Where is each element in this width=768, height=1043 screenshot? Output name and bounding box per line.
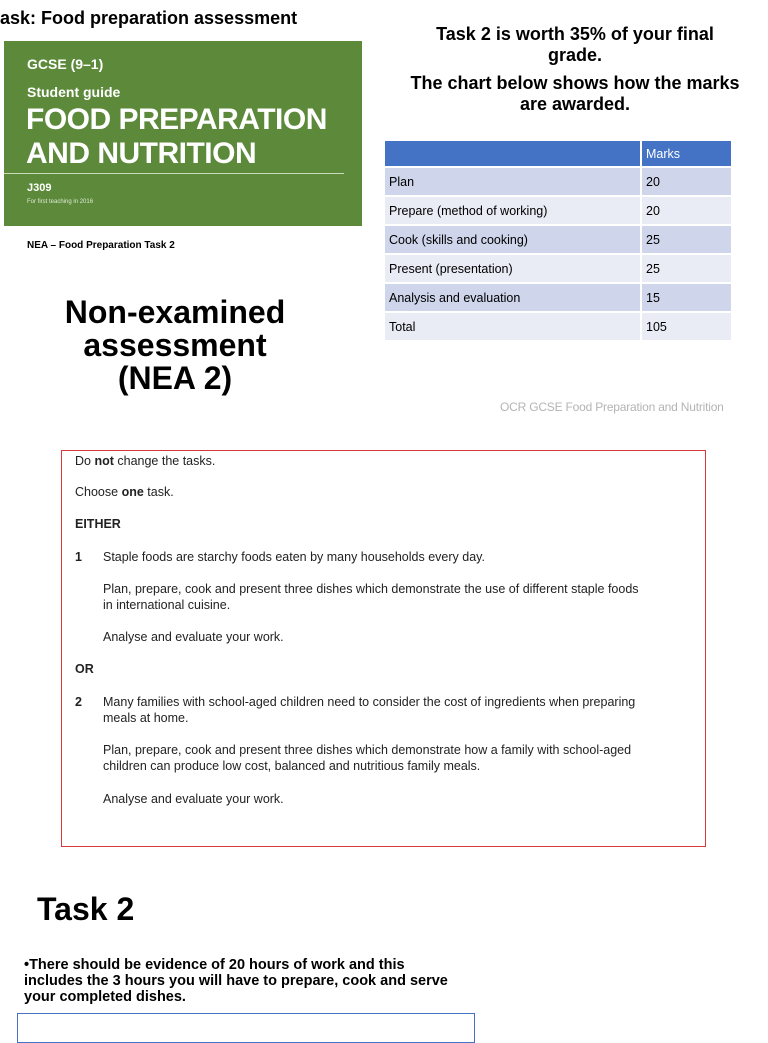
bottom-text-box bbox=[17, 1013, 475, 1043]
cover-title bbox=[26, 103, 327, 171]
table-row bbox=[385, 312, 732, 341]
table-cell-label: Present (presentation) bbox=[385, 254, 641, 283]
table-cell-label: Analysis and evaluation bbox=[385, 283, 641, 312]
task1-number: 1 bbox=[75, 550, 82, 564]
task2-line2: meals at home. bbox=[103, 711, 189, 725]
instruction-text: Choose bbox=[75, 485, 122, 499]
task-worth-text: Task 2 is worth 35% of your final grade. bbox=[436, 24, 714, 65]
table-cell-label: Cook (skills and cooking) bbox=[385, 225, 641, 254]
cover-spec-code: J309 bbox=[27, 182, 52, 194]
table-header-cell bbox=[385, 141, 641, 167]
instruction-do-not-change bbox=[75, 454, 215, 468]
nea-title-line1: Non-examined bbox=[64, 294, 286, 330]
task2-line4: children can produce low cost, balanced and nutritious family meals. bbox=[103, 759, 481, 773]
cover-level: GCSE (9–1) bbox=[27, 56, 104, 72]
student-guide-cover bbox=[4, 41, 362, 260]
table-cell-marks: 105 bbox=[641, 312, 732, 341]
table-header-row bbox=[385, 141, 732, 167]
instruction-emphasis: one bbox=[121, 485, 144, 499]
either-label: EITHER bbox=[75, 517, 121, 531]
nea-title bbox=[30, 296, 320, 395]
task1-line4: Analyse and evaluate your work. bbox=[103, 630, 284, 644]
task1-line1: Staple foods are starchy foods eaten by many households every day. bbox=[103, 550, 485, 564]
nea-title-line3: (NEA 2) bbox=[117, 360, 233, 396]
cover-divider bbox=[4, 173, 344, 174]
task2-heading: Task 2 bbox=[37, 891, 135, 927]
cover-nea-label: NEA – Food Preparation Task 2 bbox=[27, 240, 175, 251]
table-header-cell: Marks bbox=[641, 141, 732, 167]
marks-table bbox=[385, 141, 733, 342]
task1-line2: Plan, prepare, cook and present three dishes which demonstrate the use of different staple foods bbox=[103, 582, 639, 596]
table-cell-label: Plan bbox=[385, 167, 641, 196]
table-cell-label: Prepare (method of working) bbox=[385, 196, 641, 225]
table-cell-marks: 20 bbox=[641, 196, 732, 225]
instruction-text: task. bbox=[143, 485, 174, 499]
task2-number: 2 bbox=[75, 695, 82, 709]
nea-title-line2: assessment bbox=[83, 327, 267, 363]
task2-line3: Plan, prepare, cook and present three dishes which demonstrate how a family with school-aged bbox=[103, 743, 632, 757]
instruction-text: Do bbox=[75, 454, 95, 468]
table-cell-marks: 25 bbox=[641, 225, 732, 254]
table-row bbox=[385, 225, 732, 254]
task2-line1: Many families with school-aged children need to consider the cost of ingredients when preparing bbox=[103, 695, 636, 709]
task-options-box bbox=[61, 450, 706, 847]
cover-subtitle: Student guide bbox=[27, 84, 121, 100]
or-label: OR bbox=[75, 662, 94, 676]
table-row bbox=[385, 254, 732, 283]
table-cell-marks: 15 bbox=[641, 283, 732, 312]
chart-description: The chart below shows how the marks are awarded. bbox=[410, 73, 740, 114]
table-cell-label: Total bbox=[385, 312, 641, 341]
task1-line3: in international cuisine. bbox=[103, 598, 231, 612]
table-row bbox=[385, 167, 732, 196]
task2-line5: Analyse and evaluate your work. bbox=[103, 792, 284, 806]
table-cell-marks: 20 bbox=[641, 167, 732, 196]
table-row bbox=[385, 283, 732, 312]
instruction-emphasis: not bbox=[94, 454, 114, 468]
instruction-text: change the tasks. bbox=[113, 454, 216, 468]
instruction-choose-one bbox=[75, 485, 174, 499]
ocr-caption: OCR GCSE Food Preparation and Nutrition bbox=[500, 400, 724, 414]
cover-title-line1: FOOD PREPARATION bbox=[26, 103, 327, 136]
page-top-title: ask: Food preparation assessment bbox=[0, 8, 298, 28]
evidence-bullet: •There should be evidence of 20 hours of work and this includes the 3 hours you will have to prepare, cook and serve your completed dishes. bbox=[24, 957, 448, 1005]
table-cell-marks: 25 bbox=[641, 254, 732, 283]
cover-first-teaching: For first teaching in 2016 bbox=[27, 199, 94, 205]
cover-title-line2: AND NUTRITION bbox=[26, 137, 257, 170]
table-row bbox=[385, 196, 732, 225]
